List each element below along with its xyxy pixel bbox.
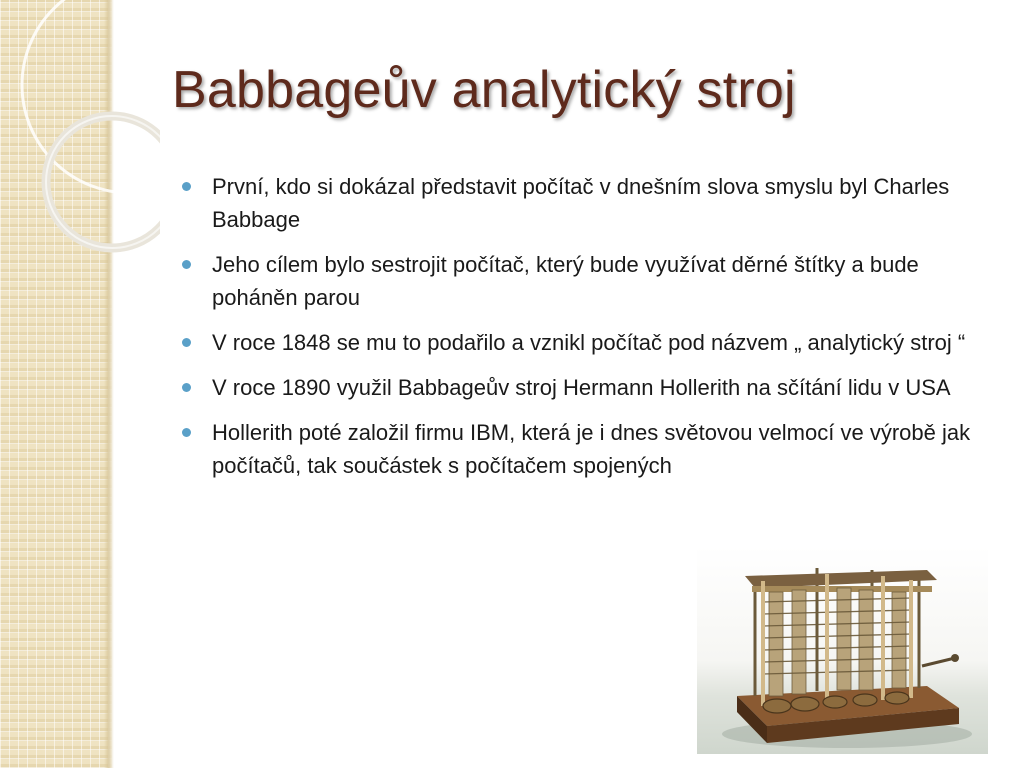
bullet-item <box>180 248 990 314</box>
bullet-item <box>180 416 990 482</box>
bullet-marker-icon <box>182 260 191 269</box>
bullet-marker-icon <box>182 383 191 392</box>
bullet-marker-icon <box>182 428 191 437</box>
bullet-marker-icon <box>182 182 191 191</box>
bullet-text: Jeho cílem bylo sestrojit počítač, který bude využívat děrné štítky a bude poháněn parou <box>212 252 919 310</box>
slide-title: Babbageův analytický stroj <box>172 61 796 119</box>
bullet-item <box>180 371 990 404</box>
analytical-engine-illustration-icon <box>697 546 988 754</box>
bullet-text: V roce 1890 využil Babbageův stroj Hermann Hollerith na sčítání lidu v USA <box>212 375 951 400</box>
bullet-item <box>180 170 990 236</box>
bullet-text: První, kdo si dokázal představit počítač v dnešním slova smyslu byl Charles Babbage <box>212 174 950 232</box>
bullet-text: V roce 1848 se mu to podařilo a vznikl počítač pod názvem „ analytický stroj “ <box>212 330 966 355</box>
bullet-text: Hollerith poté založil firmu IBM, která je i dnes světovou velmocí ve výrobě jak počítačů, tak součástek s počítačem spojených <box>212 420 971 478</box>
bullet-marker-icon <box>182 338 191 347</box>
bullet-item <box>180 326 990 359</box>
analytical-engine-photo <box>697 546 988 754</box>
decorative-circles-icon <box>0 0 160 300</box>
bullet-list <box>180 170 990 494</box>
